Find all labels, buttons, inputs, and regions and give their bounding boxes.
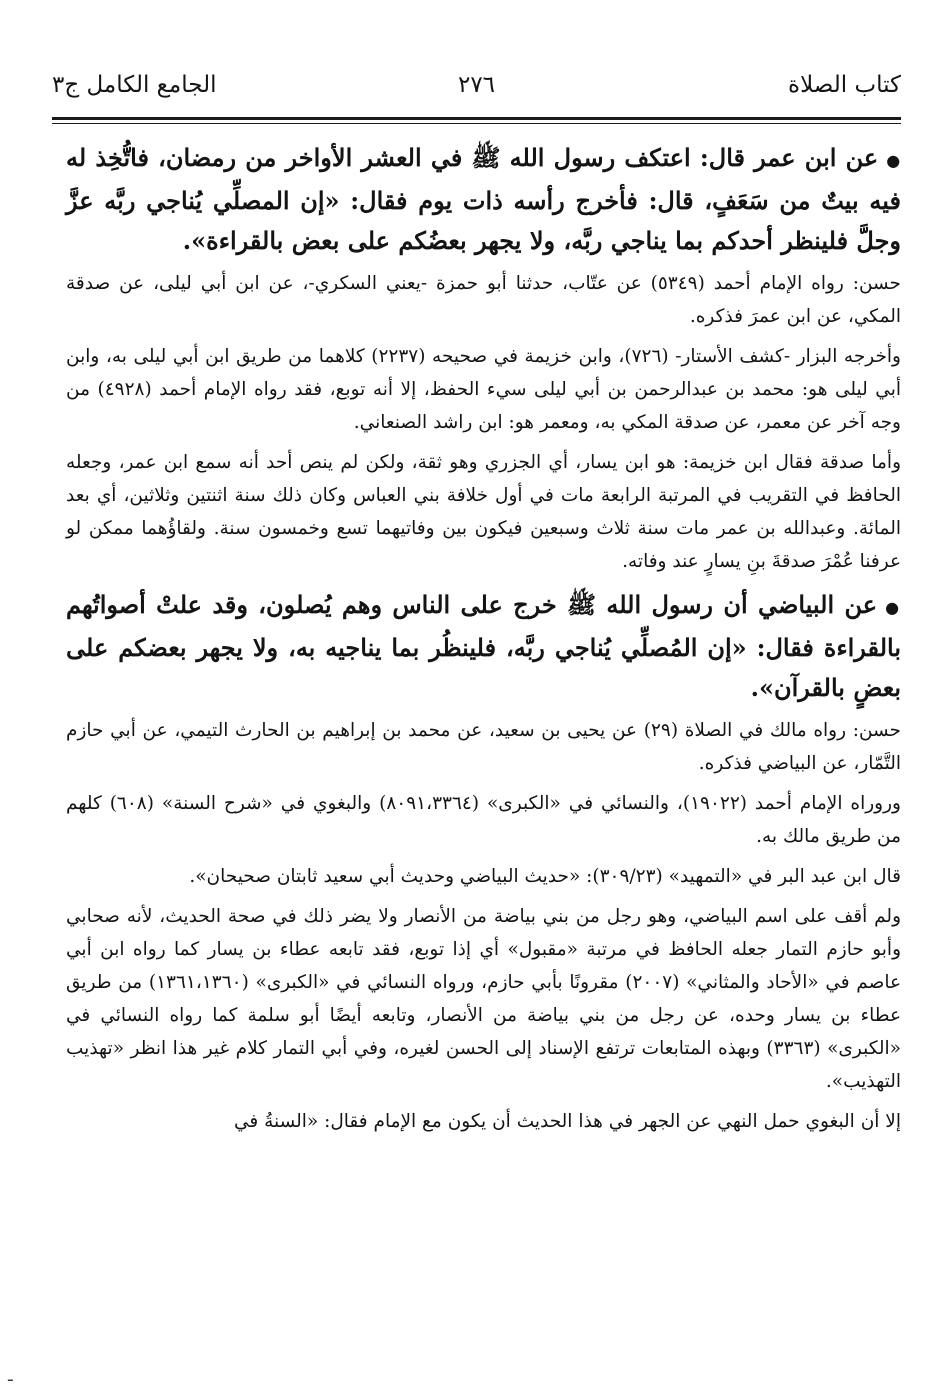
commentary-paragraph: قال ابن عبد البر في «التمهيد» (٣٠٩/٢٣): «حديث البياضي وحديث أبي سعيد ثابتان صحيحان». [189, 866, 901, 887]
commentary-paragraph: وأخرجه البزار -كشف الأستار- (٧٢٦)، وابن خزيمة في صحيحه (٢٢٣٧) كلاهما من طريق ابن أبي ليلى به، وابن أبي ليلى هو: محمد بن عبدالرحمن بن أبي ليلى سيء الحفظ، إلا أنه توبع، فقد رواه الإمام أحمد (٤٩٢٨) من وجه آخر عن معمر، عن صدقة المكي به، ومعمر هو: ابن راشد الصنعاني. [66, 346, 901, 433]
commentary-paragraph: وأما صدقة فقال ابن خزيمة: هو ابن يسار، أي الجزري وهو ثقة، ولكن لم ينص أحد أنه سمع ابن عمر، وجعله الحافظ في التقريب في المرتبة الرابعة مات في أول خلافة بني العباس وكان ذلك سنة اثنتين وثلاثين، أي بعد المائة. وعبدالله بن عمر مات سنة ثلاث وسبعين فيكون بين وفاتيهما تسع وخمسون سنة. ولقاؤُهما ممكن لو عرفنا عُمْرَ صدقةَ بنِ يسارٍ عند وفاته. [66, 452, 901, 572]
page-body [66, 138, 901, 1145]
hadith-paragraph [66, 138, 901, 261]
page-number: ٢٧٦ [457, 72, 496, 98]
header-rule-thick [52, 117, 901, 120]
bullet-icon: ● [886, 151, 901, 170]
corner-mark: ـ [8, 1366, 13, 1385]
bullet-icon: ● [885, 598, 901, 617]
hadith-text: عن البياضي أن رسول الله ﷺ خرج على الناس وهم يُصلون، وقد علتْ أصواتُهم بالقراءة فقال: «إن المُصلِّي يُناجي ربَّه، فلينظُر بما يناجيه به، ولا يجهر بعضكم على بعضٍ بالقرآن». [66, 590, 901, 702]
commentary-paragraph: حسن: رواه الإمام أحمد (٥٣٤٩) عن عتّاب، حدثنا أبو حمزة -يعني السكري-، عن ابن أبي ليلى، عن صدقة المكي، عن ابن عمرَ فذكره. [66, 273, 901, 327]
page-header [52, 68, 901, 112]
commentary-paragraph: حسن: رواه مالك في الصلاة (٢٩) عن يحيى بن سعيد، عن محمد بن إبراهيم بن الحارث التيمي، عن أبي حازم التَّمّار، عن البياضي فذكره. [66, 720, 901, 774]
hadith-paragraph [66, 585, 901, 708]
volume-title: الجامع الكامل ج٣ [52, 72, 217, 98]
book-title: كتاب الصلاة [788, 72, 901, 98]
header-rule-thin [52, 123, 901, 124]
commentary-paragraph: وروراه الإمام أحمد (١٩٠٢٢)، والنسائي في «الكبرى» (٨٠٩١،٣٣٦٤) والبغوي في «شرح السنة» (٦٠٨) كلهم من طريق مالك به. [66, 793, 901, 847]
commentary-paragraph: ولم أقف على اسم البياضي، وهو رجل من بني بياضة من الأنصار ولا يضر ذلك في صحة الحديث، لأنه صحابي وأبو حازم التمار جعله الحافظ في مرتبة «مقبول» أي إذا توبع، فقد تابعه عطاء بن يسار كما رواه ابن أبي عاصم في «الأحاد والمثاني» (٢٠٠٧) مقرونًا بأبي حازم، ورواه النسائي في «الكبرى» (١٣٦١،١٣٦٠) من طريق عطاء بن يسار وحده، عن رجل من بني بياضة من الأنصار، وتابعه أيضًا أبو سلمة كما رواه النسائي في «الكبرى» (٣٣٦٣) وبهذه المتابعات ترتفع الإسناد إلى الحسن لغيره، وفي أبي التمار كلام غير هذا انظر «تهذيب التهذيب». [66, 906, 901, 1092]
commentary-paragraph: إلا أن البغوي حمل النهي عن الجهر في هذا الحديث أن يكون مع الإمام فقال: «السنةُ في [233, 1111, 901, 1132]
hadith-text: عن ابن عمر قال: اعتكف رسول الله ﷺ في العشر الأواخر من رمضان، فاتُّخِذ له فيه بيتٌ من سَعَفٍ، قال: فأخرج رأسه ذات يوم فقال: «إن المصلِّي يُناجي ربَّه عزَّ وجلَّ فلينظر أحدكم بما يناجي ربَّه، ولا يجهر بعضُكم على بعض بالقراءة». [66, 143, 901, 255]
